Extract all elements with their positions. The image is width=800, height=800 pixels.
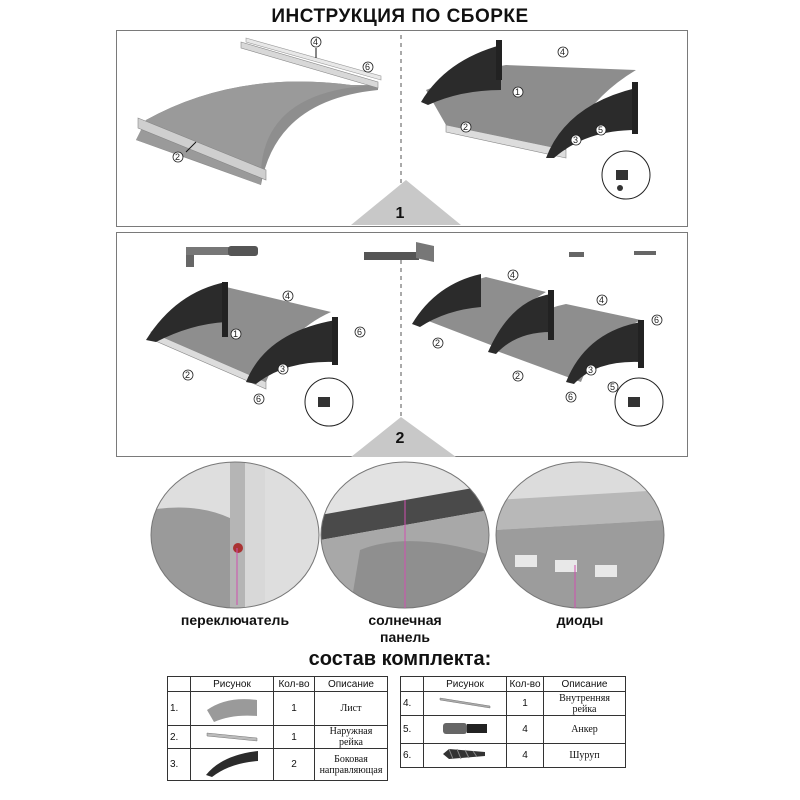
- svg-text:6: 6: [256, 394, 262, 404]
- solar-panel-caption-line2: панель: [380, 629, 430, 645]
- callout-3-step2-right: [586, 365, 596, 375]
- callout-2: [173, 152, 183, 162]
- svg-text:1: 1: [515, 87, 521, 97]
- header-description: Описание: [544, 677, 626, 692]
- callout-5-step2-right: [608, 382, 618, 392]
- kit-qty: 1: [274, 692, 315, 726]
- kit-table-right: [400, 676, 626, 768]
- kit-title: состав комплекта:: [308, 648, 492, 670]
- screw-drawing: [424, 744, 507, 768]
- svg-text:5: 5: [598, 125, 604, 135]
- svg-text:4: 4: [285, 291, 291, 301]
- callout-4: [311, 37, 321, 47]
- inner-rail-drawing: [424, 692, 507, 716]
- solar-panel-caption: [330, 612, 480, 646]
- sheet-drawing: [191, 692, 274, 726]
- svg-text:5: 5: [610, 382, 616, 392]
- kit-index: 4.: [401, 692, 424, 716]
- svg-text:6: 6: [365, 62, 371, 72]
- kit-qty: 4: [507, 716, 544, 744]
- callout-2-step2-right: [433, 338, 443, 348]
- kit-index: 3.: [168, 749, 191, 781]
- svg-text:3: 3: [588, 365, 594, 375]
- kit-description: [315, 749, 388, 781]
- callout-5: [596, 125, 606, 135]
- kit-description-line1: Боковая: [334, 753, 368, 765]
- kit-qty: 1: [274, 726, 315, 749]
- header-drawing: Рисунок: [424, 677, 507, 692]
- kit-description: Шуруп: [544, 744, 626, 768]
- callout-3-step2: [278, 364, 288, 374]
- svg-text:2: 2: [185, 370, 191, 380]
- callout-6-step2: [355, 327, 365, 337]
- svg-text:4: 4: [560, 47, 566, 57]
- svg-text:2: 2: [435, 338, 441, 348]
- kit-index: 1.: [168, 692, 191, 726]
- svg-text:2: 2: [463, 122, 469, 132]
- svg-text:1: 1: [233, 329, 239, 339]
- callout-3: [571, 135, 581, 145]
- callout-4-step2-right: [508, 270, 518, 280]
- kit-index: 2.: [168, 726, 191, 749]
- callout-6-step2-right: [652, 315, 662, 325]
- svg-text:2: 2: [175, 152, 181, 162]
- callout-2-step2: [183, 370, 193, 380]
- anchor-drawing: [424, 716, 507, 744]
- step-2-illustration: [116, 232, 688, 460]
- page-title: ИНСТРУКЦИЯ ПО СБОРКЕ: [271, 6, 529, 27]
- kit-index: 5.: [401, 716, 424, 744]
- callout-4-step2: [283, 291, 293, 301]
- step-1-number: 1: [395, 205, 405, 222]
- svg-text:6: 6: [357, 327, 363, 337]
- anchor-icon: [569, 252, 584, 257]
- svg-text:6: 6: [654, 315, 660, 325]
- kit-index: 6.: [401, 744, 424, 768]
- kit-qty: 2: [274, 749, 315, 781]
- kit-qty: 1: [507, 692, 544, 716]
- svg-text:3: 3: [573, 135, 579, 145]
- screw-icon: [634, 251, 656, 255]
- callout-1: [513, 87, 523, 97]
- kit-description: Лист: [315, 692, 388, 726]
- callout-6b-step2: [254, 394, 264, 404]
- diodes-detail: [495, 460, 665, 610]
- switch-caption: переключатель: [180, 612, 290, 628]
- wrench-icon: [186, 246, 258, 267]
- svg-text:4: 4: [510, 270, 516, 280]
- hammer-icon: [364, 242, 434, 262]
- side-bracket-drawing: [191, 749, 274, 781]
- svg-text:4: 4: [313, 37, 319, 47]
- step-1-illustration: [116, 30, 688, 230]
- kit-description-line2: направляющая: [319, 764, 383, 776]
- callout-6b-step2-right: [566, 392, 576, 402]
- svg-text:4: 4: [599, 295, 605, 305]
- solar-panel-detail: [320, 460, 490, 610]
- kit-qty: 4: [507, 744, 544, 768]
- callout-4-right: [558, 47, 568, 57]
- callout-2-right: [461, 122, 471, 132]
- svg-text:2: 2: [515, 371, 521, 381]
- outer-rail-drawing: [191, 726, 274, 749]
- callout-2b-step2-right: [513, 371, 523, 381]
- header-qty: Кол-во: [274, 677, 315, 692]
- callout-4b-step2-right: [597, 295, 607, 305]
- svg-text:3: 3: [280, 364, 286, 374]
- svg-text:6: 6: [568, 392, 574, 402]
- header-drawing: Рисунок: [191, 677, 274, 692]
- header-qty: Кол-во: [507, 677, 544, 692]
- kit-table-left: [167, 676, 388, 781]
- switch-detail: [150, 460, 320, 610]
- kit-description: Внутренняя рейка: [544, 692, 626, 716]
- solar-panel-caption-line1: солнечная: [368, 612, 442, 628]
- kit-description: Анкер: [544, 716, 626, 744]
- kit-description: Наружная рейка: [315, 726, 388, 749]
- diodes-caption: диоды: [556, 612, 604, 628]
- header-description: Описание: [315, 677, 388, 692]
- callout-6: [363, 62, 373, 72]
- callout-1-step2: [231, 329, 241, 339]
- step-2-number: 2: [395, 430, 405, 447]
